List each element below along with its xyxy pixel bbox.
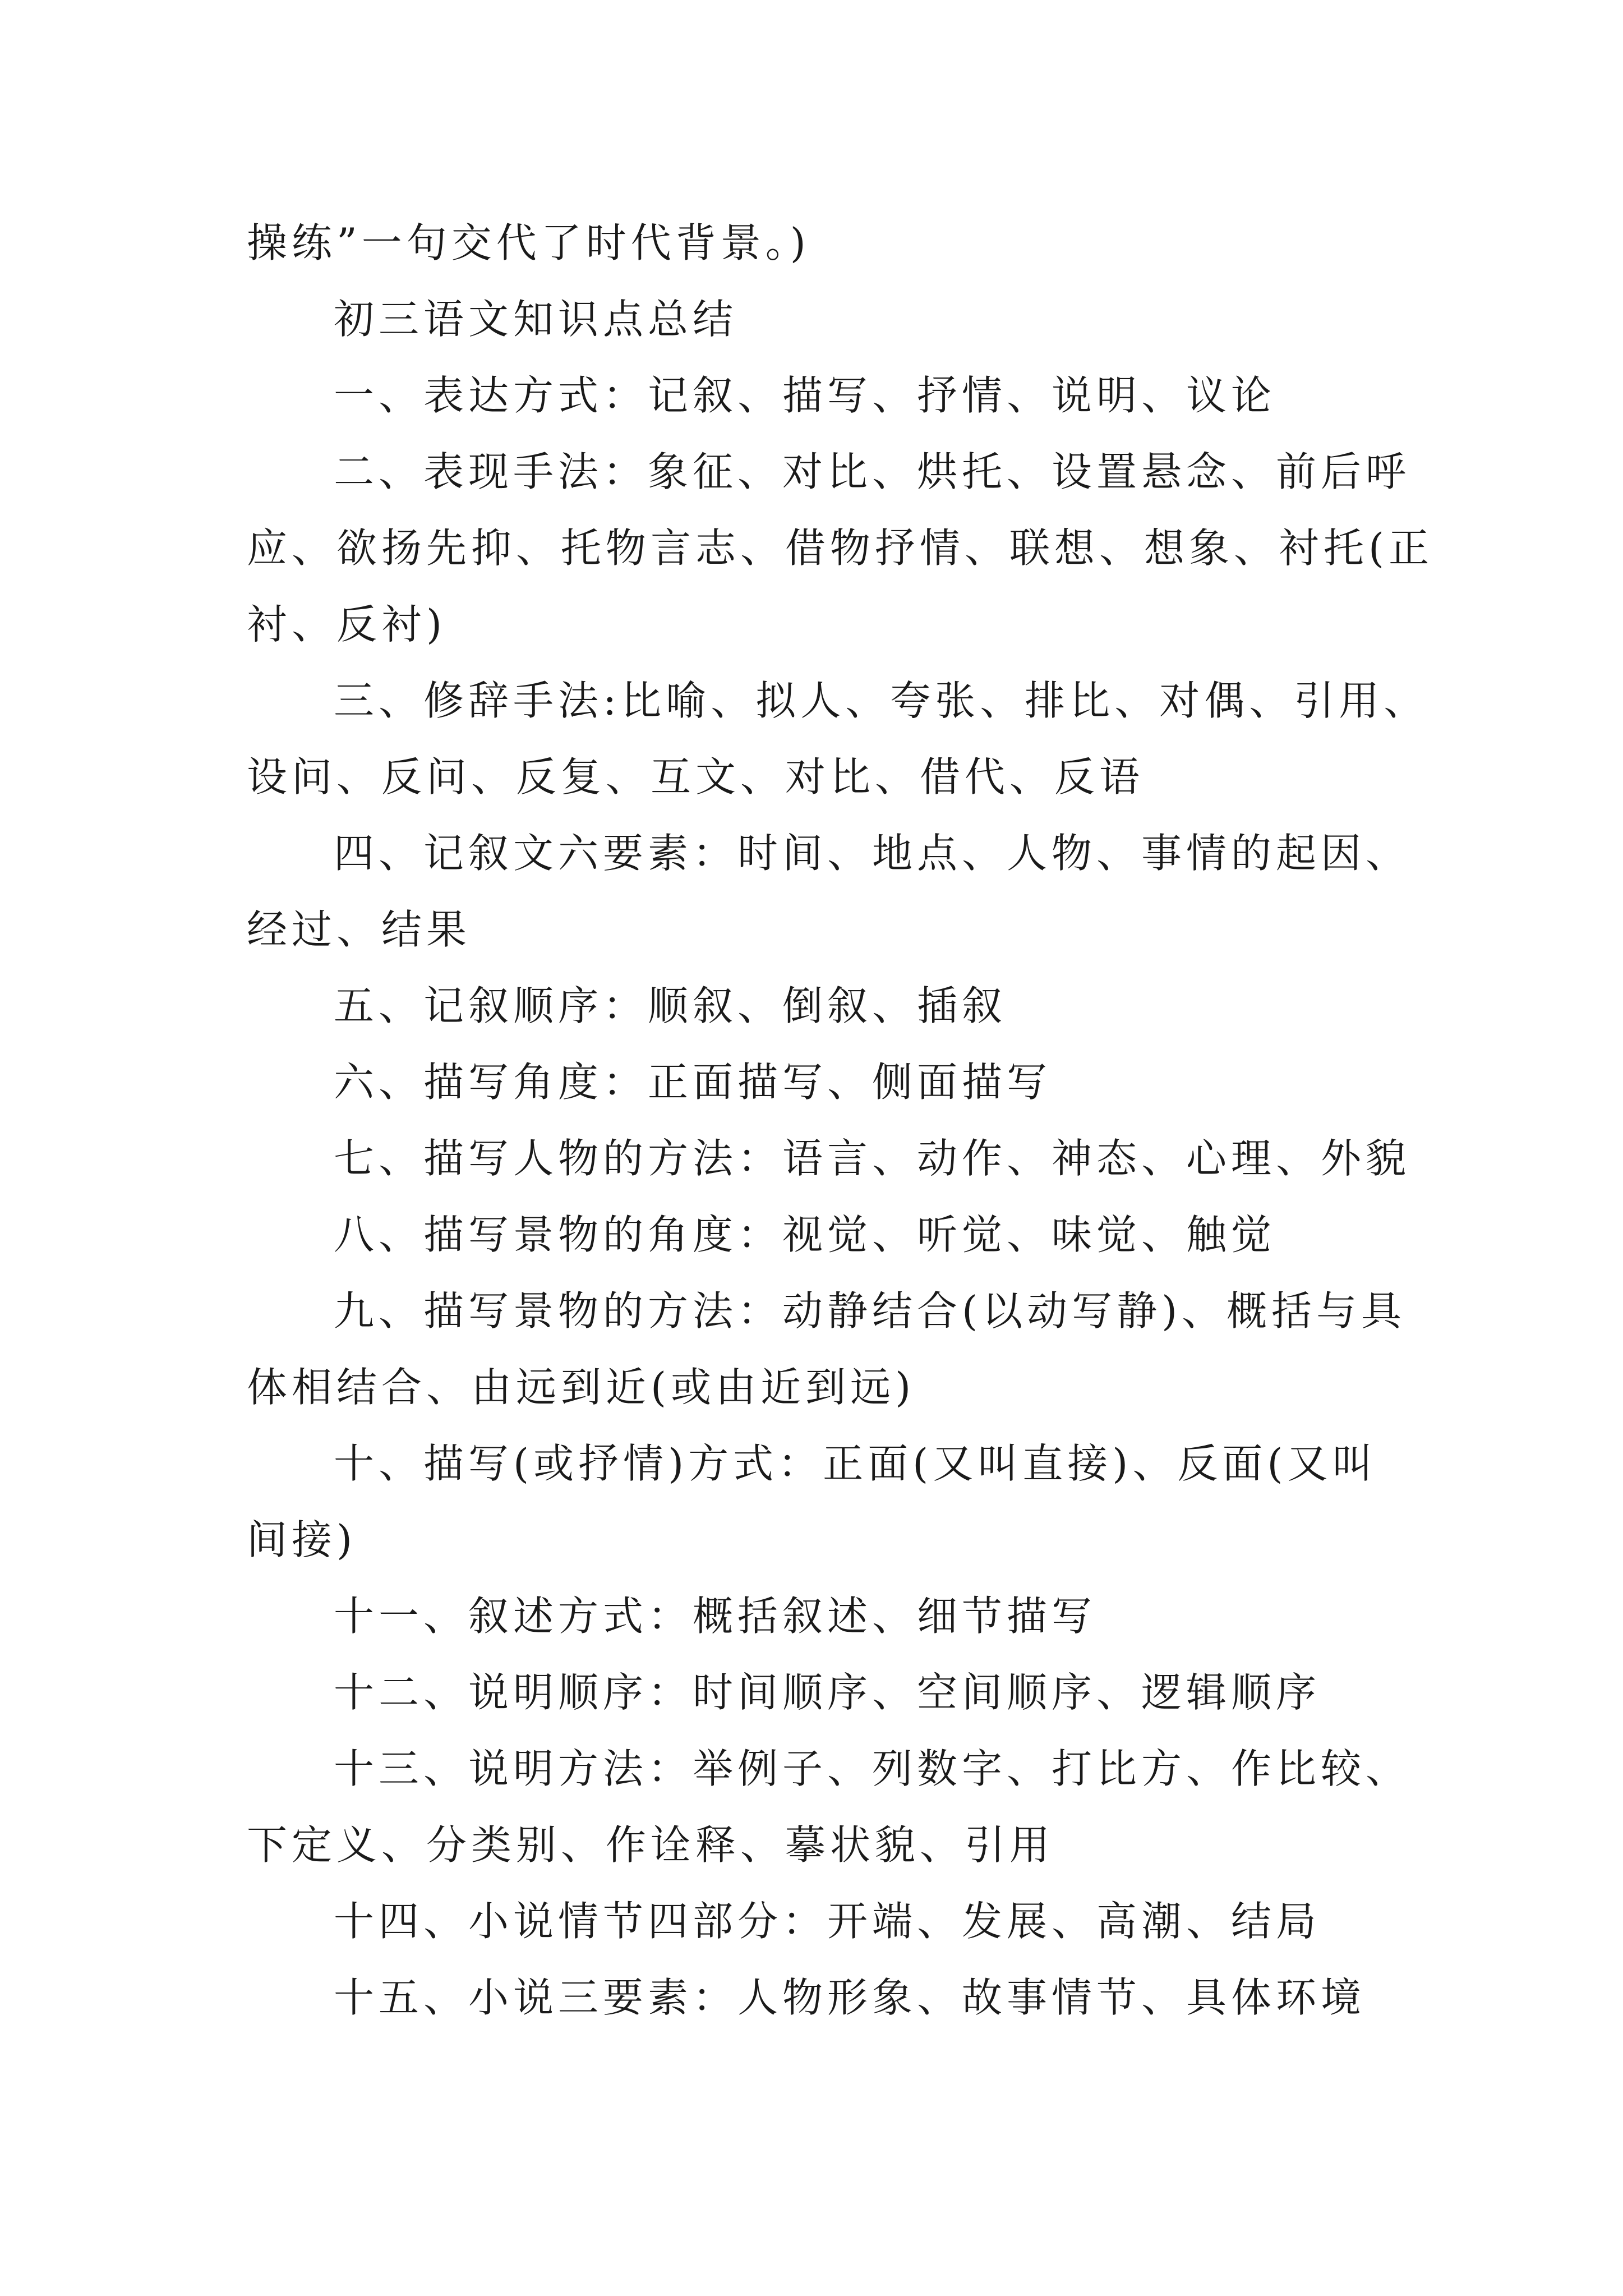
paragraph-line: 体相结合、由远到近(或由近到远) (247, 1364, 916, 1411)
paragraph-line: 八、描写景物的角度：视觉、听觉、味觉、触觉 (334, 1211, 1276, 1258)
paragraph-line: 十四、小说情节四部分：开端、发展、高潮、结局 (334, 1898, 1321, 1945)
paragraph-line: 操练”一句交代了时代背景。) (247, 219, 810, 266)
paragraph-line: 十五、小说三要素：人物形象、故事情节、具体环境 (334, 1974, 1366, 2021)
paragraph-line: 一、表达方式：记叙、描写、抒情、说明、议论 (334, 372, 1276, 419)
document-body (247, 205, 1434, 2036)
paragraph-line: 间接) (247, 1516, 357, 1563)
paragraph-line: 衬、反衬) (247, 601, 447, 648)
paragraph-line: 设问、反问、反复、互文、对比、借代、反语 (247, 753, 1145, 800)
document-title: 初三语文知识点总结 (334, 296, 738, 343)
paragraph-line: 七、描写人物的方法：语言、动作、神态、心理、外貌 (334, 1135, 1411, 1182)
paragraph-line: 十一、叙述方式：概括叙述、细节描写 (334, 1593, 1097, 1640)
paragraph-line: 十三、说明方法：举例子、列数字、打比方、作比较、 (334, 1745, 1411, 1792)
paragraph-line: 下定义、分类别、作诠释、摹状貌、引用 (247, 1821, 1055, 1869)
paragraph-line: 九、描写景物的方法：动静结合(以动写静)、概括与具 (334, 1287, 1407, 1335)
paragraph-line: 经过、结果 (247, 906, 472, 953)
paragraph-line: 二、表现手法：象征、对比、烘托、设置悬念、前后呼 (334, 448, 1411, 495)
paragraph-line: 五、记叙顺序：顺叙、倒叙、插叙 (334, 982, 1007, 1029)
paragraph-line: 四、记叙文六要素：时间、地点、人物、事情的起因、 (334, 830, 1411, 877)
paragraph-line: 十二、说明顺序：时间顺序、空间顺序、逻辑顺序 (334, 1669, 1321, 1716)
paragraph-line: 应、欲扬先抑、托物言志、借物抒情、联想、想象、衬托(正 (247, 524, 1434, 572)
paragraph-line: 十、描写(或抒情)方式：正面(又叫直接)、反面(又叫 (334, 1440, 1377, 1487)
paragraph-line: 三、修辞手法:比喻、拟人、夸张、排比、对偶、引用、 (334, 677, 1429, 724)
paragraph-line: 六、描写角度：正面描写、侧面描写 (334, 1059, 1052, 1106)
